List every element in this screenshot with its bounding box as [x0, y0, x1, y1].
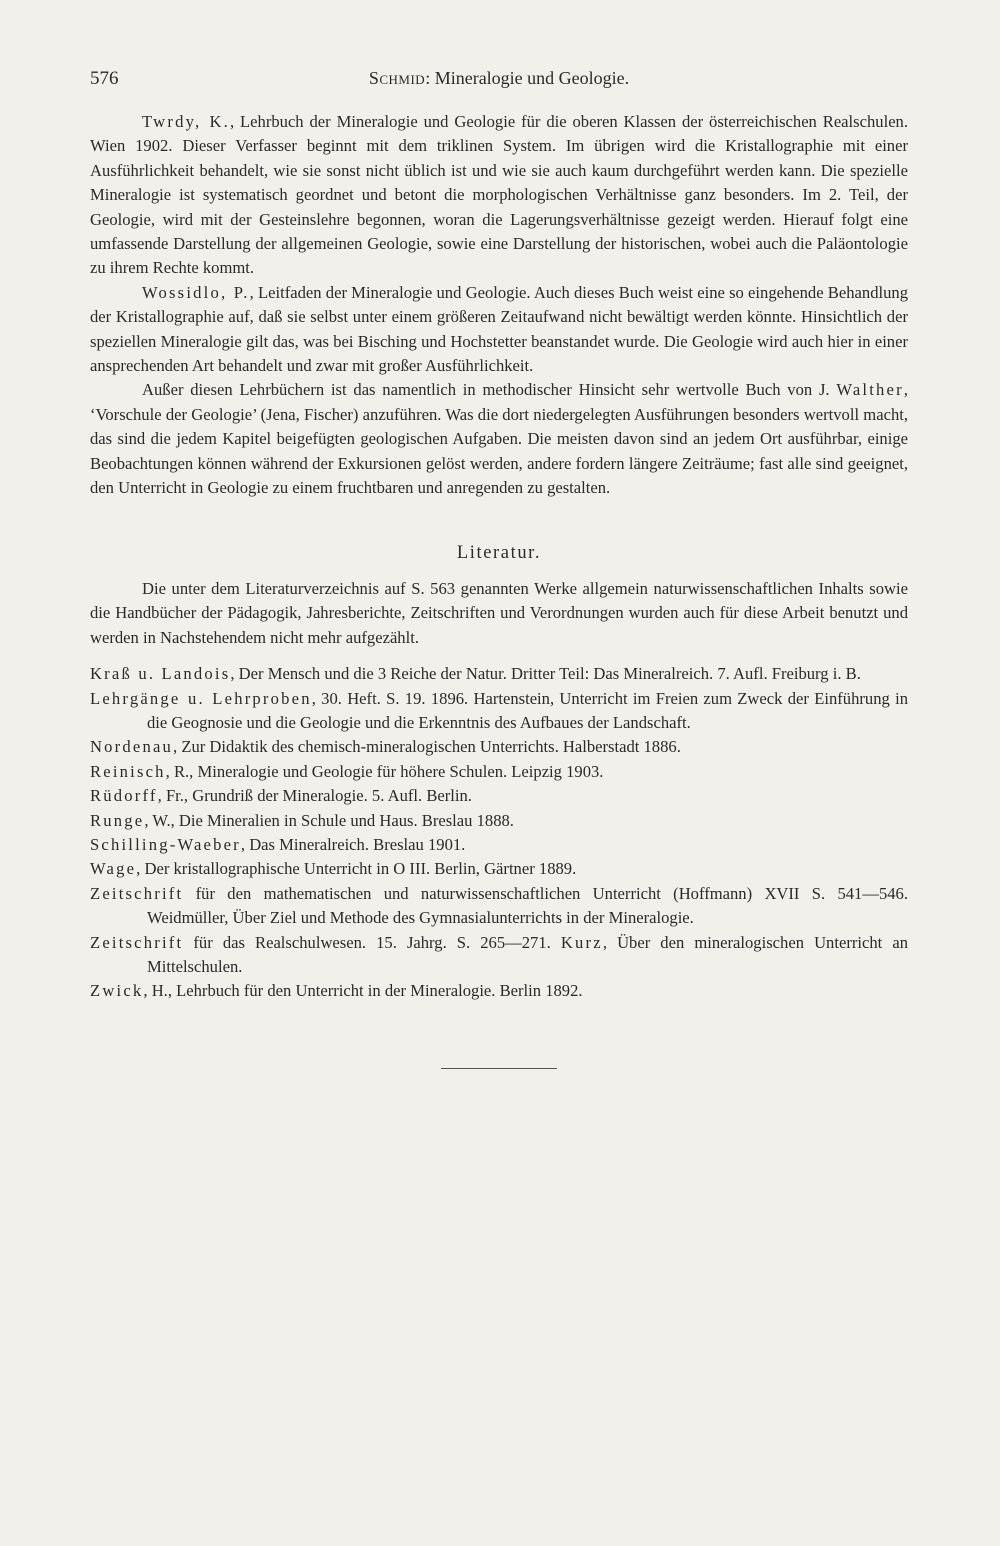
paragraph-text: , ‘Vorschule der Geologie’ (Jena, Fischer) anzuführen. Was die dort niedergelegten Ausführungen besonders wertvoll macht, das sind die jedem Kapitel beigefügten geologischen Aufgaben. Die meisten davon sind an jedem Ort ausführbar, einige Beobachtungen können während der Exkursionen gelöst werden, andere fordern längere Zeiträume; fast alle sind geeignet, den Unterricht in Geologie zu einem fruchtbaren und anregenden zu gestalten.	[90, 380, 908, 498]
author-name: Twrdy, K.	[142, 112, 230, 131]
entry-text: , H., Lehrbuch für den Unterricht in der Mineralogie. Berlin 1892.	[143, 981, 583, 1001]
paragraph-walther	[90, 378, 908, 500]
entry-text: , 30. Heft. S. 19. 1896. Hartenstein, Unterricht im Freien zum Zweck der Einführung in die Geognosie und die Geologie und die Erkenntnis des Aufbaues der Landschaft.	[147, 688, 909, 732]
entry-author: Kraß u. Landois	[90, 664, 231, 684]
literature-entry	[90, 931, 908, 980]
paragraph-text: , Lehrbuch der Mineralogie und Geologie für die oberen Klassen der österreichischen Realschulen. Wien 1902. Dieser Verfasser beginnt mit dem triklinen System. Im übrigen wird die Kristallographie mit einer Ausführlichkeit behandelt, wie sie sonst nicht üblich ist und wie sie auch kaum durchgeführt werden kann. Die spezielle Mineralogie ist systematisch geordnet und betont die morphologischen Verhältnisse ganz besonders. Im 2. Teil, der Geologie, wird mit der Gesteinslehre begonnen, woran die Lagerungsverhältnisse gezeigt werden. Hierauf folgt eine umfassende Darstellung der allgemeinen Geologie, sowie eine Darstellung der historischen, wobei auch die Paläontologie zu ihrem Rechte kommt.	[90, 112, 908, 278]
running-title-text: : Mineralogie und Geologie.	[425, 68, 630, 88]
literature-entry	[90, 760, 908, 784]
entry-author: Zeitschrift	[90, 932, 184, 952]
literature-entry	[90, 833, 908, 857]
page-content	[90, 66, 908, 1069]
running-title-author: Schmid	[368, 68, 426, 88]
literature-intro: Die unter dem Literaturverzeichnis auf S. 563 genannten Werke allgemein naturwissenschaftlichen Inhalts sowie die Handbücher der Pädagogik, Jahresberichte, Zeitschriften und Verordnungen wurden auch für diese Arbeit benutzt und werden in Nachstehendem nicht mehr aufgezählt.	[90, 578, 908, 647]
entry-author: Schilling-Waeber	[90, 834, 241, 854]
paragraph-lead: Außer diesen Lehrbüchern ist das namentlich in methodischer Hinsicht sehr wertvolle Buch von J.	[142, 380, 837, 400]
literature-entry	[90, 687, 908, 736]
entry-text: , W., Die Mineralien in Schule und Haus. Breslau 1888.	[144, 810, 514, 830]
entry-text: , R., Mineralogie und Geologie für höhere Schulen. Leipzig 1903.	[165, 761, 604, 781]
entry-author: Reinisch	[90, 761, 166, 781]
literature-entry	[90, 809, 908, 833]
literature-entry	[90, 882, 908, 931]
entry-author: Nordenau	[90, 737, 174, 757]
entry-author: Runge	[90, 810, 145, 830]
author-name: Walther	[836, 380, 904, 400]
paragraph-wossidlo	[90, 281, 908, 379]
entry-coauthor: Kurz	[560, 932, 603, 952]
entry-text: , Der Mensch und die 3 Reiche der Natur. Dritter Teil: Das Mineralreich. 7. Aufl. Freiburg i. B.	[230, 664, 861, 684]
literature-list	[90, 662, 908, 1004]
entry-text: , Zur Didaktik des chemisch-mineralogischen Unterrichts. Halberstadt 1886.	[173, 737, 681, 757]
entry-author: Lehrgänge u. Lehrproben	[90, 688, 312, 708]
paragraph-text: , Leitfaden der Mineralogie und Geologie. Auch dieses Buch weist eine so eingehende Behandlung der Kristallographie auf, daß sie selbst unter einem größeren Zeitaufwand nicht bewältigt werden könnte. Hinsichtlich der speziellen Mineralogie gilt das, was bei Bisching und Hochstetter beanstandet wurde. Die Geologie wird auch hier in einer ansprechenden Art behandelt und zwar mit großer Ausführlichkeit.	[90, 282, 908, 376]
entry-text: , Fr., Grundriß der Mineralogie. 5. Aufl. Berlin.	[157, 786, 472, 806]
entry-author: Zwick	[90, 981, 144, 1001]
entry-text: für den mathematischen und naturwissenschaftlichen Unterricht (Hoffmann) XVII S. 541—546. Weidmüller, Über Ziel und Methode des Gymnasialunterrichts in der Mineralogie.	[147, 883, 908, 928]
literature-entry	[90, 857, 908, 881]
running-head	[90, 66, 908, 94]
page-number: 576	[90, 68, 119, 89]
entry-author: Wage	[90, 859, 137, 879]
literature-entry	[90, 735, 908, 759]
entry-text: für das Realschulwesen. 15. Jahrg. S. 265—271.	[183, 932, 561, 952]
literature-entry	[90, 662, 908, 686]
entry-text-continued: , Über den mineralogischen Unterricht an Mittelschulen.	[147, 932, 908, 976]
author-name: Wossidlo, P.	[142, 282, 250, 302]
section-heading-literatur: Literatur.	[456, 542, 542, 563]
paragraph-twrdy	[90, 110, 908, 281]
literature-entry	[90, 784, 908, 808]
entry-text: , Der kristallographische Unterricht in O III. Berlin, Gärtner 1889.	[136, 859, 577, 879]
running-title	[130, 66, 908, 90]
section-end-rule	[441, 1068, 557, 1069]
entry-text: , Das Mineralreich. Breslau 1901.	[240, 834, 466, 854]
literature-entry	[90, 979, 908, 1003]
entry-author: Rüdorff	[90, 786, 158, 806]
entry-author: Zeitschrift	[90, 883, 184, 903]
